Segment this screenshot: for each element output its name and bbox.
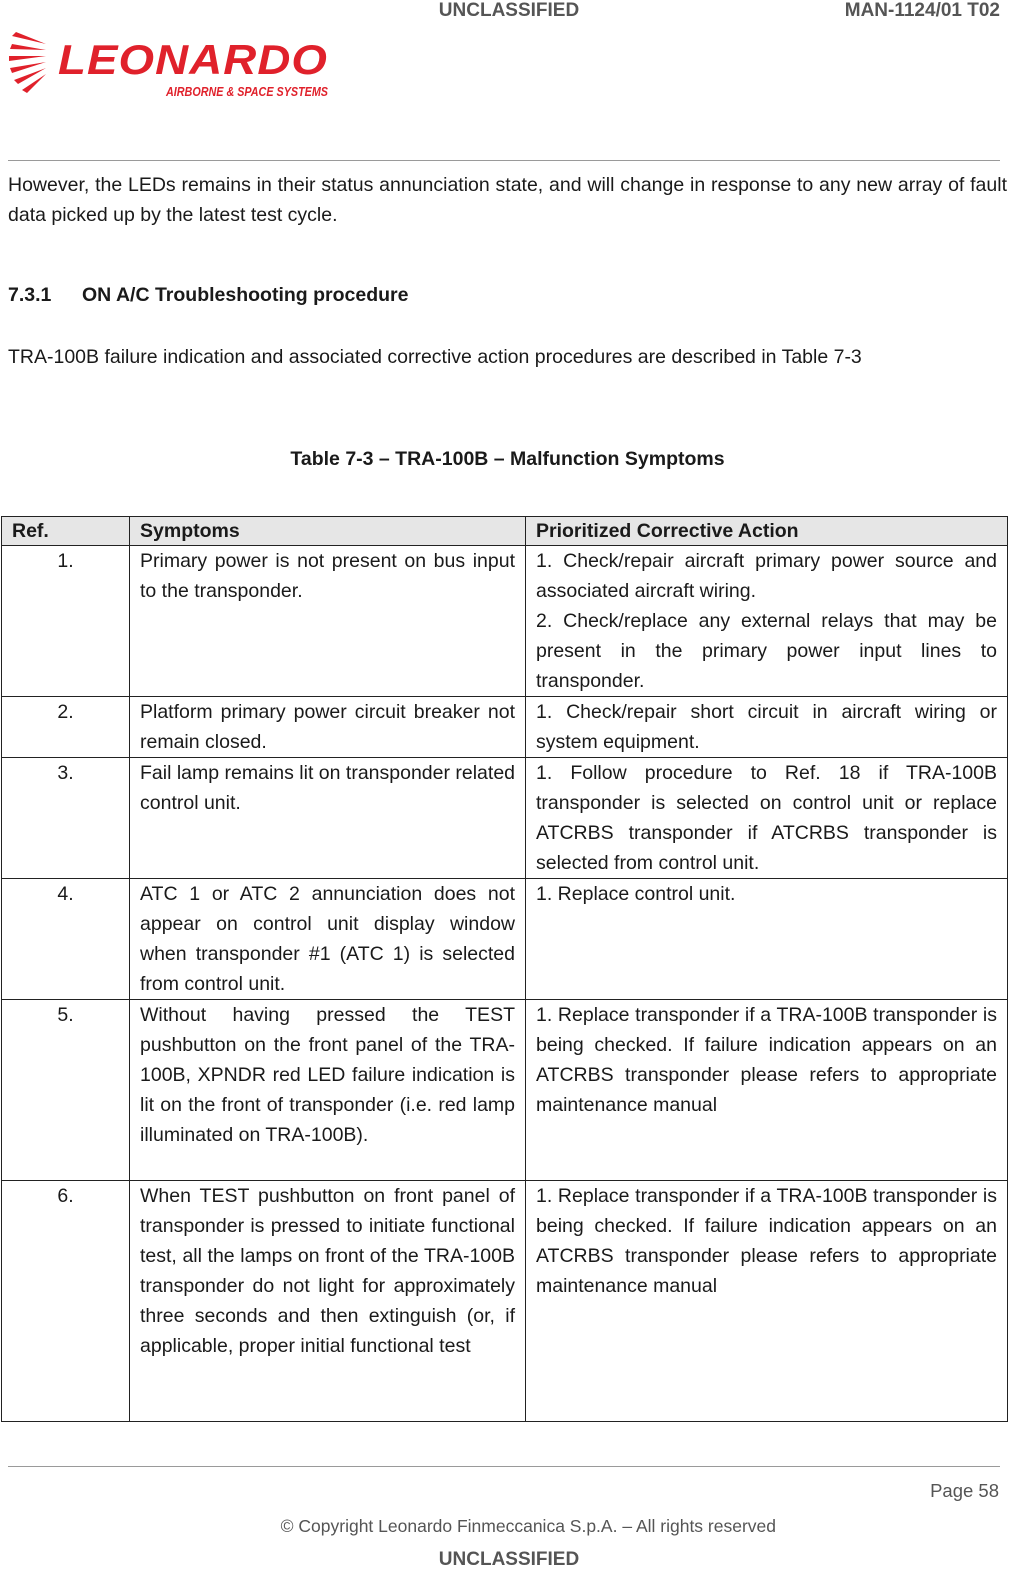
action-step: 1. Replace transponder if a TRA-100B transponder is being checked. If failure indication appears on an ATCRBS transponder please refers to appropriate maintenance manual bbox=[536, 1185, 997, 1297]
action-cell bbox=[526, 758, 1008, 879]
action-step: 1. Check/repair aircraft primary power source and associated aircraft wiring. bbox=[536, 550, 997, 602]
table-row bbox=[2, 879, 1008, 1000]
action-step: 1. Replace control unit. bbox=[536, 883, 736, 905]
header-divider bbox=[8, 160, 1000, 161]
action-cell bbox=[526, 546, 1008, 697]
action-step: 1. Follow procedure to Ref. 18 if TRA-100B transponder is selected on control unit or replace ATCRBS transponder if ATCRBS transponder is selected from control unit. bbox=[536, 762, 997, 874]
symptom-cell: Primary power is not present on bus input to the transponder. bbox=[130, 546, 526, 697]
malfunction-table bbox=[1, 516, 1008, 1422]
action-cell bbox=[526, 1181, 1008, 1422]
table-row bbox=[2, 546, 1008, 697]
column-header-action: Prioritized Corrective Action bbox=[526, 517, 1008, 546]
leonardo-logo-graphic bbox=[6, 30, 336, 102]
ref-cell: 2. bbox=[2, 697, 130, 758]
table-row bbox=[2, 758, 1008, 879]
ref-cell: 4. bbox=[2, 879, 130, 1000]
action-cell bbox=[526, 1000, 1008, 1181]
logo-wordmark: LEONARDO bbox=[58, 36, 328, 83]
table-row bbox=[2, 697, 1008, 758]
section-title: ON A/C Troubleshooting procedure bbox=[82, 284, 409, 306]
header-classification: UNCLASSIFIED bbox=[438, 0, 580, 21]
symptom-cell: Platform primary power circuit breaker not remain closed. bbox=[130, 697, 526, 758]
ref-cell: 1. bbox=[2, 546, 130, 697]
ref-cell: 3. bbox=[2, 758, 130, 879]
symptom-cell: ATC 1 or ATC 2 annunciation does not appear on control unit display window when transponder #1 (ATC 1) is selected from control unit. bbox=[130, 879, 526, 1000]
intro-paragraph: However, the LEDs remains in their status annunciation state, and will change in response to any new array of fault data picked up by the latest test cycle. bbox=[8, 174, 1007, 226]
section-number: 7.3.1 bbox=[8, 284, 52, 306]
footer-classification: UNCLASSIFIED bbox=[438, 1549, 580, 1570]
action-step: 2. Check/replace any external relays that may be present in the primary power input lines to transponder. bbox=[536, 610, 997, 692]
symptom-cell: When TEST pushbutton on front panel of transponder is pressed to initiate functional test, all the lamps on front of the TRA-100B transponder do not light for approximately three seconds and then extinguish (or, if applicable, proper initial functional test bbox=[130, 1181, 526, 1422]
table-header-row bbox=[2, 517, 1008, 546]
column-header-ref: Ref. bbox=[2, 517, 130, 546]
ref-cell: 6. bbox=[2, 1181, 130, 1422]
copyright-notice: © Copyright Leonardo Finmeccanica S.p.A. – All rights reserved bbox=[280, 1516, 776, 1536]
logo-wing-icon bbox=[9, 32, 46, 93]
logo-tagline: AIRBORNE & SPACE SYSTEMS bbox=[165, 85, 329, 99]
section-paragraph: TRA-100B failure indication and associated corrective action procedures are described in Table 7-3 bbox=[8, 346, 862, 368]
column-header-symptoms: Symptoms bbox=[130, 517, 526, 546]
action-step: 1. Replace transponder if a TRA-100B transponder is being checked. If failure indication appears on an ATCRBS transponder please refers to appropriate maintenance manual bbox=[536, 1004, 997, 1116]
leonardo-logo bbox=[6, 30, 336, 102]
table-row bbox=[2, 1000, 1008, 1181]
section-heading bbox=[8, 284, 408, 307]
table-row bbox=[2, 1181, 1008, 1422]
symptom-cell: Fail lamp remains lit on transponder related control unit. bbox=[130, 758, 526, 879]
table-caption: Table 7-3 – TRA-100B – Malfunction Symptoms bbox=[290, 448, 725, 470]
symptom-cell: Without having pressed the TEST pushbutton on the front panel of the TRA-100B, XPNDR red LED failure indication is lit on the front of transponder (i.e. red lamp illuminated on TRA-100B). bbox=[130, 1000, 526, 1181]
action-cell bbox=[526, 697, 1008, 758]
footer-divider bbox=[8, 1466, 1000, 1467]
ref-cell: 5. bbox=[2, 1000, 130, 1181]
action-cell bbox=[526, 879, 1008, 1000]
header-doc-number: MAN-1124/01 T02 bbox=[844, 0, 1000, 21]
action-step: 1. Check/repair short circuit in aircraft wiring or system equipment. bbox=[536, 701, 997, 753]
page-number: Page 58 bbox=[930, 1480, 999, 1501]
